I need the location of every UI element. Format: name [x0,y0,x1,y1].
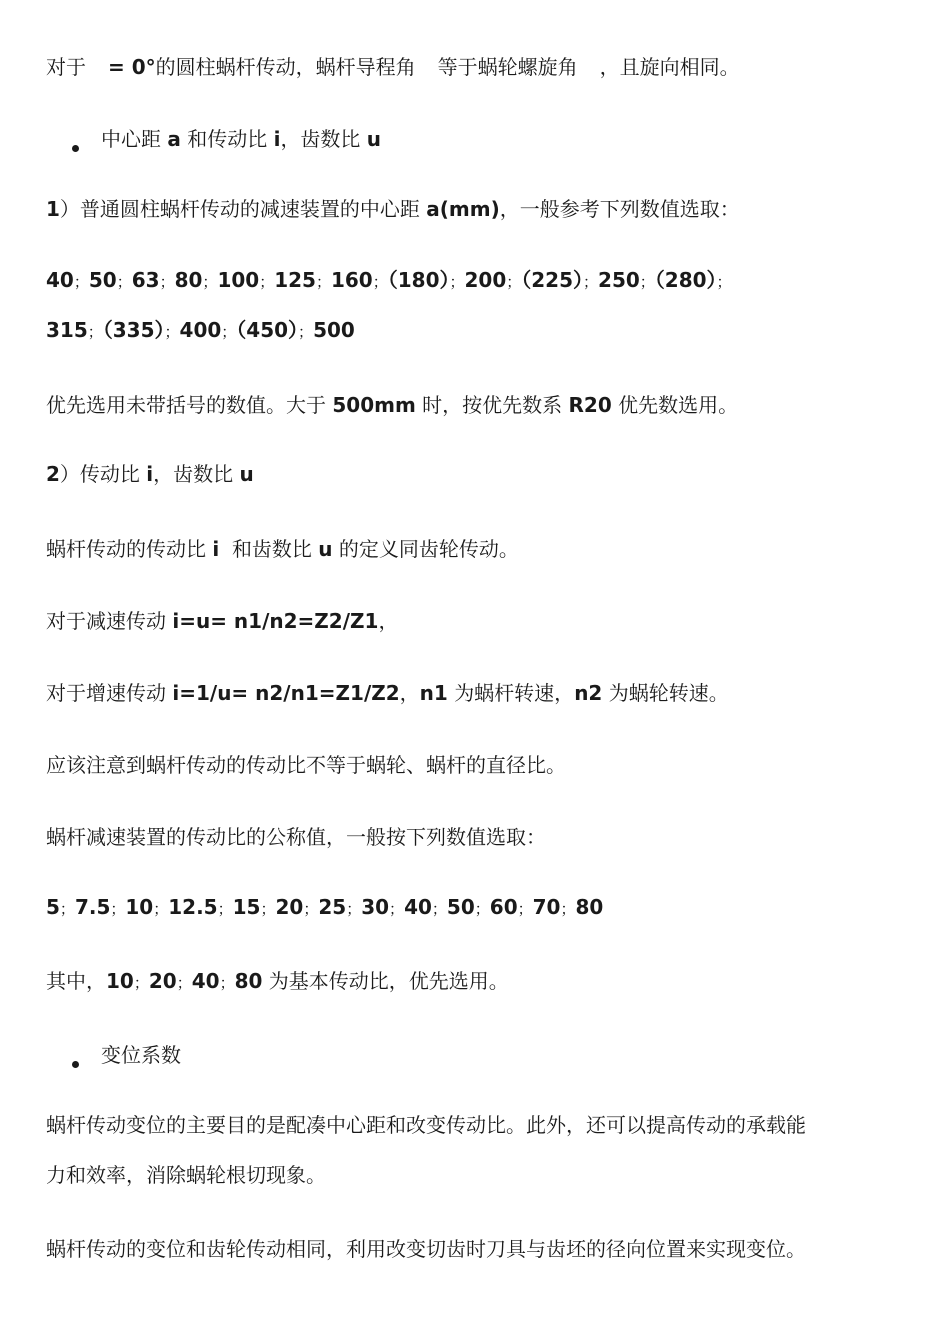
text: ，且旋向相同。 [599,55,740,79]
text: 中心距 [101,127,161,151]
text: 和传动比 [187,127,268,151]
separator: ； [153,900,169,918]
text: 对于增速传动 [46,681,166,705]
value: 500mm [332,393,416,417]
separator: ； [260,900,276,918]
text: 对于减速传动 [46,609,166,633]
list-value: 15 [232,895,261,919]
symbol: a(mm) [426,197,500,221]
list-value: 200 [464,268,507,292]
number: 1 [46,197,60,221]
bullet-icon [72,1061,79,1068]
separator: ； [431,900,447,918]
text: 优先数选用。 [618,393,739,417]
list-value: 7.5 [74,895,111,919]
paragraph-lead-angle [46,53,910,81]
paragraph-ratio-definition [46,535,910,563]
separator: ； [315,273,331,291]
list-value: 80 [174,268,203,292]
list-value: 250 [598,268,640,292]
symbol: u [366,127,382,151]
symbol: i [273,127,281,151]
value: 80 [234,969,263,993]
separator: ； [583,273,599,291]
symbol: u [318,537,333,561]
separator: ； [449,273,465,291]
text: 为蜗轮转速。 [608,681,729,705]
text: ， [399,681,420,705]
formula: i=u= n1/n2=Z2/Z1 [172,609,379,633]
list-value: 20 [275,895,304,919]
list-value: 400 [179,318,222,342]
heading-transmission-ratio [46,460,910,488]
separator: ； [221,323,237,341]
value-list-center-distance-2 [46,316,910,346]
list-value: （180） [387,268,450,292]
list-value: （335） [102,318,165,342]
separator: ； [159,273,175,291]
separator: ； [372,273,388,291]
symbol: n2 [574,681,603,705]
separator: ； [639,273,655,291]
symbol: n1 [419,681,448,705]
list-value: （280） [654,268,717,292]
separator: ； [73,273,89,291]
symbol: u [239,462,254,486]
separator: ； [474,900,490,918]
separator: ； [110,900,126,918]
text: ，齿数比 [280,127,361,151]
value: 20 [148,969,177,993]
separator: ； [303,900,319,918]
paragraph-nominal-ratio [46,823,910,851]
text: 为蜗杆转速， [454,681,575,705]
list-value: 100 [217,268,260,292]
text: 的圆柱蜗杆传动，蜗杆导程角 [155,55,416,79]
list-value: （450） [236,318,299,342]
paragraph-center-distance [46,195,910,223]
separator: ； [389,900,405,918]
list-value: 60 [489,895,518,919]
paragraph-reduction-formula [46,607,910,635]
text: 时，按优先数系 [422,393,563,417]
text: ）普通圆柱蜗杆传动的减速装置的中心距 [59,197,420,221]
separator: ； [217,900,233,918]
list-value: 12.5 [168,895,218,919]
paragraph-increase-formula [46,679,910,707]
separator: ； [517,900,533,918]
text: 等于蜗轮螺旋角 [437,55,578,79]
list-value: 50 [446,895,475,919]
paragraph-basic-ratios: 其中，10；20；40；80 为基本传动比，优先选用。 [46,969,509,993]
list-value: 160 [330,268,373,292]
formula: = 0° [108,55,156,79]
value: R20 [568,393,612,417]
value: 10 [106,969,134,993]
list-value: （225） [521,268,584,292]
text: 蜗杆传动变位的主要目的是配凑中心距和改变传动比。此外，还可以提高传动的承载能 [46,1113,806,1137]
list-value: 70 [532,895,561,919]
text: 为基本传动比，优先选用。 [268,969,509,993]
separator: ； [560,900,576,918]
text: 变位系数 [101,1043,181,1067]
symbol: i [146,462,154,486]
text: ， [378,609,399,633]
text: 蜗杆传动的传动比 [46,537,206,561]
bullet-heading-modification [72,1041,181,1069]
paragraph-modification-purpose-2 [46,1161,910,1189]
separator: ； [259,273,275,291]
symbol: a [167,127,181,151]
text: 对于 [46,55,86,79]
list-value: 10 [125,895,154,919]
separator: ； [298,323,314,341]
paragraph-modification-method [46,1235,910,1263]
text: 蜗杆减速装置的传动比的公称值，一般按下列数值选取： [46,825,546,849]
list-value: 315 [46,318,88,342]
separator: ； [116,273,132,291]
separator: ； [87,323,103,341]
separator: ； [202,273,218,291]
text: 的定义同齿轮传动。 [338,537,519,561]
value-list-center-distance-1 [46,266,910,296]
text: ，齿数比 [153,462,234,486]
text: 优先选用未带括号的数值。大于 [46,393,326,417]
list-value: 40 [46,268,74,292]
text: ）传动比 [59,462,140,486]
text: 应该注意到蜗杆传动的传动比不等于蜗轮、蜗杆的直径比。 [46,753,566,777]
formula: i=1/u= n2/n1=Z1/Z2 [172,681,400,705]
list-value: 500 [313,318,355,342]
text: 蜗杆传动的变位和齿轮传动相同，利用改变切齿时刀具与齿坯的径向位置来实现变位。 [46,1237,806,1261]
list-value: 30 [361,895,390,919]
separator: ； [164,323,180,341]
list-value: 80 [575,895,604,919]
value: 40 [191,969,220,993]
number: 2 [46,462,60,486]
bullet-heading-center-distance [72,125,381,153]
text: 其中， [46,969,106,993]
value-list-ratios [46,893,910,923]
text: 力和效率，消除蜗轮根切现象。 [46,1163,326,1187]
paragraph-preferred-values [46,391,910,419]
list-value: 63 [131,268,160,292]
list-value: 50 [88,268,117,292]
separator: ； [346,900,362,918]
list-value: 5 [46,895,60,919]
paragraph-diameter-note [46,751,910,779]
separator: ； [716,273,732,291]
separator: ； [506,273,522,291]
list-value: 25 [318,895,347,919]
separator: ； [59,900,75,918]
list-value: 125 [274,268,316,292]
text: ，一般参考下列数值选取： [499,197,740,221]
paragraph-modification-purpose-1 [46,1111,910,1139]
symbol: i [212,537,220,561]
list-value: 40 [404,895,432,919]
text: 和齿数比 [231,537,312,561]
bullet-icon [72,145,79,152]
